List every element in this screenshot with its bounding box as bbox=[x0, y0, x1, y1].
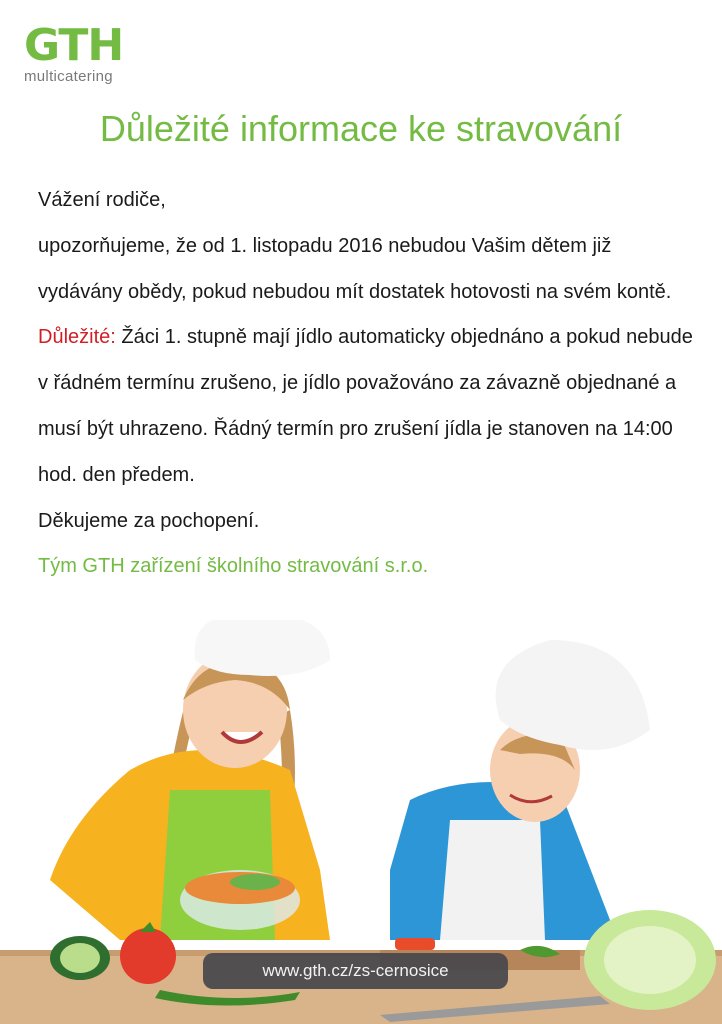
logo-tagline: multicatering bbox=[24, 68, 113, 85]
important-label: Důležité: bbox=[38, 326, 116, 349]
boy-figure bbox=[380, 640, 650, 970]
paragraph-notice: upozorňujeme, že od 1. listopadu 2016 nebudou Vašim dětem již vydávány obědy, pokud nebudou mít dostatek hotovosti na svém kontě. bbox=[38, 234, 672, 303]
thanks-line: Děkujeme za pochopení. bbox=[38, 509, 260, 532]
website-url-badge: www.gth.cz/zs-cernosice bbox=[203, 953, 508, 989]
page-title: Důležité informace ke stravování bbox=[99, 108, 623, 149]
signature: Tým GTH zařízení školního stravování s.r.o. bbox=[38, 555, 429, 578]
girl-figure bbox=[50, 620, 330, 940]
gth-logo bbox=[24, 20, 144, 85]
notice-body bbox=[38, 178, 698, 590]
important-text: Žáci 1. stupně mají jídlo automaticky objednáno a pokud nebude v řádném termínu zrušeno, je jídlo považováno za závazně objednané a musí být uhrazeno. Řádný termín pro zrušení jídla je stanoven na 14:00 hod. den předem. bbox=[38, 326, 693, 486]
greeting: Vážení rodiče, bbox=[38, 189, 166, 211]
paragraph-important bbox=[38, 315, 698, 498]
logo-mark: GTH bbox=[24, 20, 124, 71]
